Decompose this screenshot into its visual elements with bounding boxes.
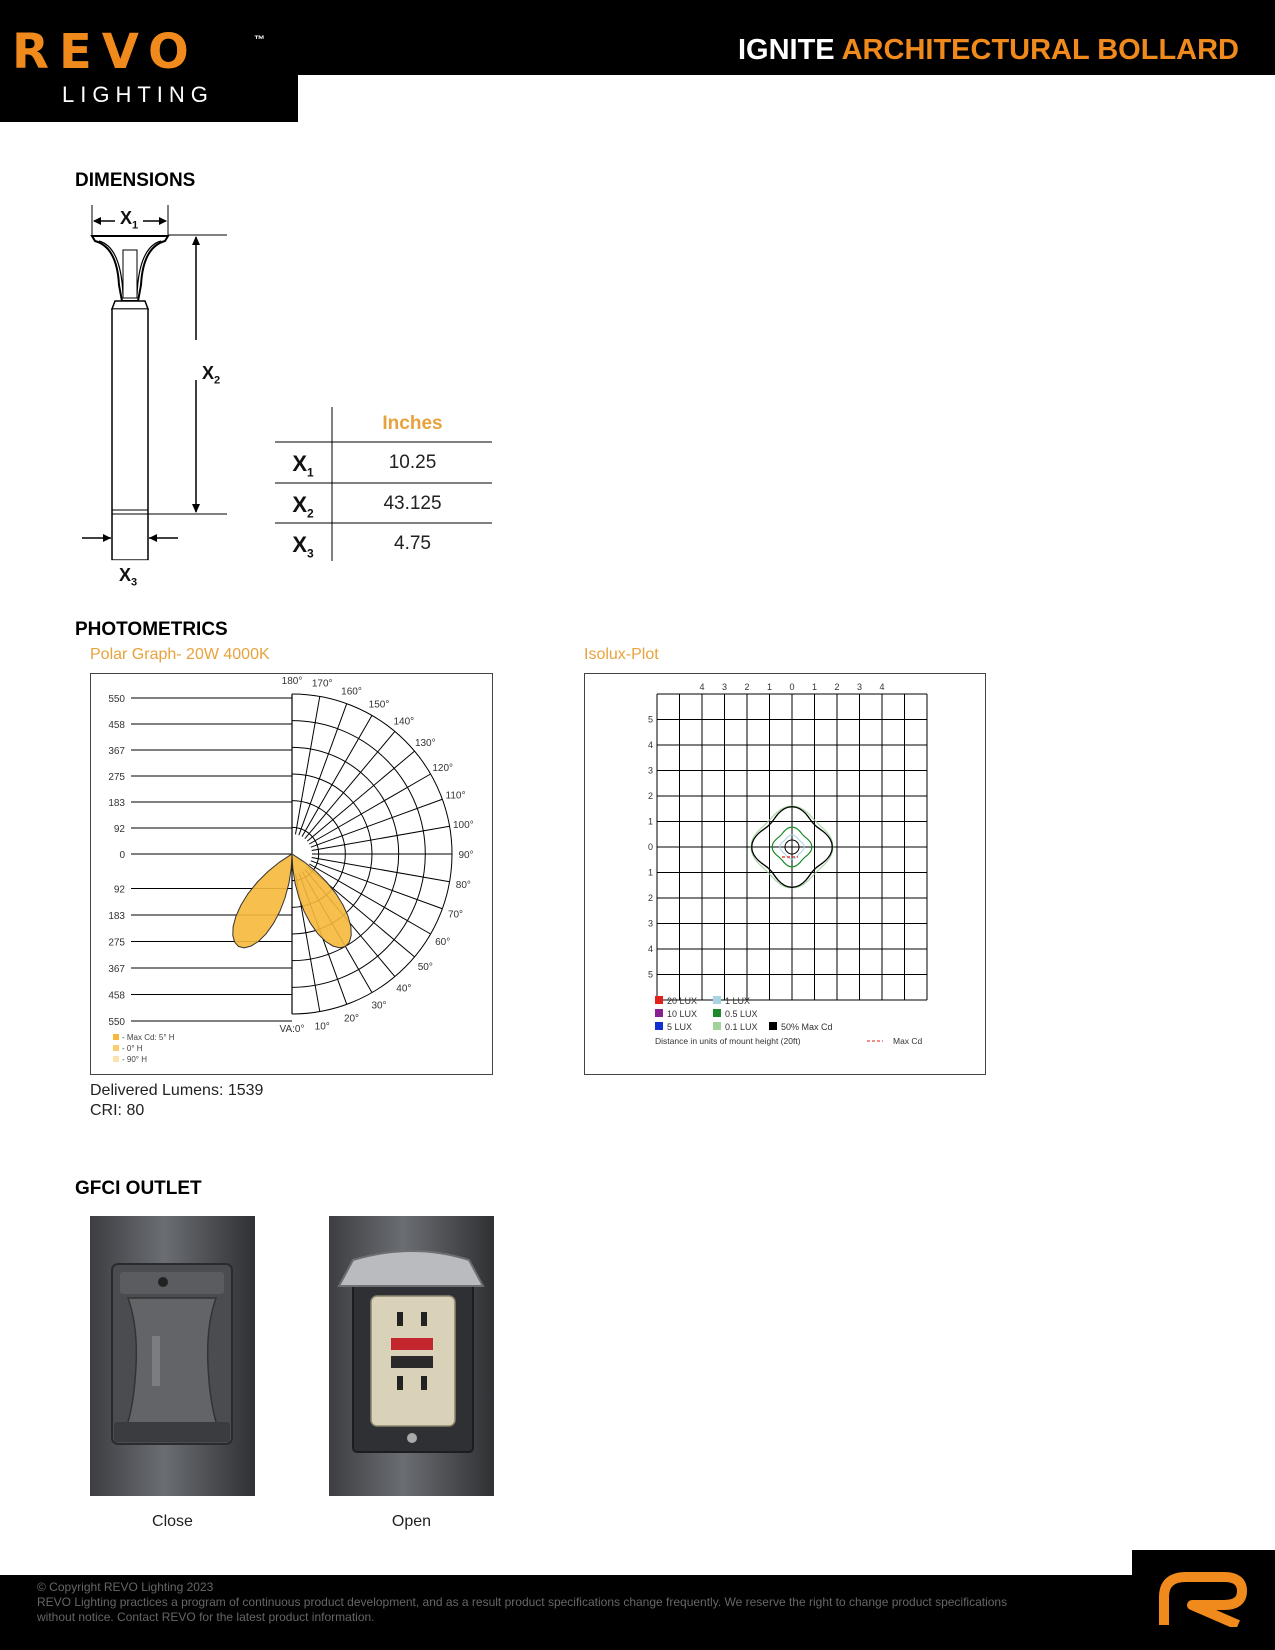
drawing-label-x2: $X_2$ xyxy=(202,363,221,387)
isolux-y-tick: 4 xyxy=(647,740,653,750)
logo-subtitle: LIGHTING xyxy=(62,82,214,107)
isolux-x-tick: 3 xyxy=(856,682,863,692)
polar-radial-tick-label: 92 xyxy=(113,884,125,896)
isolux-x-tick: 1 xyxy=(766,682,773,692)
isolux-y-tick: 2 xyxy=(647,893,653,903)
isolux-legend-swatch xyxy=(713,1009,721,1017)
polar-angle-label: 50° xyxy=(417,961,433,973)
cri-value: CRI: 80 xyxy=(90,1102,145,1119)
gfci-open-caption: Open xyxy=(391,1513,432,1530)
isolux-legend-swatch xyxy=(713,1022,721,1030)
polar-radial-tick-label: 183 xyxy=(108,798,125,809)
isolux-y-tick: 5 xyxy=(647,969,653,980)
row-label: $X_3$ xyxy=(292,532,314,561)
footer-copyright: © Copyright REVO Lighting 2023 xyxy=(37,1580,214,1594)
isolux-plot xyxy=(584,673,986,1075)
polar-angle-label: 180° xyxy=(281,676,303,687)
row-value: 4.75 xyxy=(394,533,431,554)
logo-wordmark: REVO xyxy=(12,24,199,80)
gfci-close-caption: Close xyxy=(152,1513,193,1530)
isolux-y-tick: 1 xyxy=(647,816,653,827)
polar-angle-label: 70° xyxy=(447,909,464,921)
polar-radial-tick-label: 92 xyxy=(113,824,125,835)
polar-graph xyxy=(90,673,493,1075)
polar-radial-tick-label: 550 xyxy=(108,1017,125,1028)
gfci-closed-photo xyxy=(90,1216,255,1496)
polar-radial-tick-label: 367 xyxy=(108,964,125,975)
polar-legend-swatch xyxy=(113,1056,119,1062)
polar-angle-label: 60° xyxy=(435,937,451,948)
polar-radial-tick-label: 0 xyxy=(119,850,125,861)
polar-legend-swatch xyxy=(113,1045,119,1051)
table-row xyxy=(275,484,492,524)
photometrics-heading: PHOTOMETRICS xyxy=(75,619,228,640)
polar-radial-tick-label: 275 xyxy=(108,937,125,949)
product-title-prefix: IGNITE xyxy=(737,34,835,66)
polar-graph-title: Polar Graph- 20W 4000K xyxy=(90,646,270,663)
drawing-label-x1: $X_1$ xyxy=(120,208,139,232)
product-title-accent: ARCHITECTURAL BOLLARD xyxy=(841,34,1239,66)
isolux-plot-title: Isolux-Plot xyxy=(584,646,659,663)
isolux-x-tick: 4 xyxy=(879,682,885,692)
isolux-legend-label: 20 LUX xyxy=(667,996,698,1006)
isolux-x-tick: 2 xyxy=(744,682,750,692)
isolux-x-tick: 3 xyxy=(721,682,728,692)
polar-angle-label: 10° xyxy=(314,1021,330,1033)
isolux-x-tick: 1 xyxy=(811,682,818,692)
row-value: 10.25 xyxy=(388,452,437,473)
delivered-lumens: Delivered Lumens: 1539 xyxy=(90,1082,264,1099)
isolux-x-tick: 0 xyxy=(789,682,795,692)
isolux-legend-label: 1 LUX xyxy=(725,996,751,1006)
isolux-y-tick: 3 xyxy=(647,918,653,929)
polar-radial-tick-label: 367 xyxy=(108,746,125,757)
isolux-x-tick: 4 xyxy=(699,682,705,692)
polar-radial-tick-label: 183 xyxy=(108,911,125,922)
isolux-legend-label: 0.5 LUX xyxy=(725,1009,758,1019)
polar-angle-label: 130° xyxy=(414,738,436,750)
polar-lobe-left xyxy=(233,854,292,948)
table-row xyxy=(275,443,492,483)
polar-legend-swatch xyxy=(113,1034,119,1040)
isolux-y-tick: 5 xyxy=(647,714,653,725)
isolux-y-tick: 2 xyxy=(647,791,653,801)
footer-disclaimer: REVO Lighting practices a program of continuous product development, and as a result product specifications change frequently. We reserve the right to change product specifications without notice. Contact REVO for the latest product information. xyxy=(37,1595,1008,1624)
isolux-y-tick: 1 xyxy=(647,867,653,878)
footer-text xyxy=(37,1580,1047,1625)
row-label: $X_1$ xyxy=(292,451,314,480)
polar-spoke xyxy=(302,715,372,836)
isolux-legend-swatch xyxy=(655,996,663,1004)
polar-spoke xyxy=(295,696,319,834)
isolux-legend-swatch xyxy=(655,1009,663,1017)
polar-spoke xyxy=(299,704,347,836)
isolux-legend-swatch xyxy=(713,996,721,1004)
polar-legend-label: - 90° H xyxy=(122,1055,147,1064)
isolux-legend-swatch xyxy=(769,1022,777,1030)
product-title xyxy=(738,34,1239,67)
polar-spoke xyxy=(312,857,450,881)
isolux-y-tick: 4 xyxy=(647,944,653,954)
isolux-legend-label: 5 LUX xyxy=(667,1022,693,1032)
gfci-open-photo xyxy=(329,1216,494,1496)
polar-angle-label: VA:0° xyxy=(279,1024,305,1035)
isolux-legend-label: 0.1 LUX xyxy=(725,1022,758,1032)
isolux-maxcd-label: Max Cd xyxy=(893,1036,923,1046)
bollard-drawing xyxy=(75,205,245,595)
polar-angle-label: 140° xyxy=(393,716,415,728)
revo-r-logo-icon xyxy=(1158,1571,1250,1627)
isolux-legend-swatch xyxy=(655,1022,663,1030)
polar-radial-tick-label: 458 xyxy=(108,990,125,1002)
polar-angle-label: 110° xyxy=(445,790,466,802)
polar-angle-label: 160° xyxy=(341,686,362,698)
polar-spoke xyxy=(311,799,443,847)
row-label: $X_2$ xyxy=(292,492,314,521)
drawing-label-x3: $X_3$ xyxy=(119,565,138,589)
polar-spoke xyxy=(309,774,430,844)
polar-angle-label: 170° xyxy=(311,678,333,690)
table-header-inches: Inches xyxy=(382,413,443,434)
polar-spoke xyxy=(305,731,395,838)
isolux-x-tick: 2 xyxy=(834,682,840,692)
polar-angle-label: 100° xyxy=(453,819,474,831)
row-value: 43.125 xyxy=(383,493,442,514)
isolux-note: Distance in units of mount height (20ft) xyxy=(655,1036,801,1046)
isolux-y-tick: 3 xyxy=(647,765,653,776)
polar-angle-label: 90° xyxy=(458,850,474,861)
polar-radial-tick-label: 458 xyxy=(108,720,125,731)
polar-radial-tick-label: 550 xyxy=(108,694,125,705)
dimensions-heading: DIMENSIONS xyxy=(75,170,196,191)
polar-angle-label: 30° xyxy=(371,1000,387,1012)
polar-angle-label: 40° xyxy=(396,983,412,995)
isolux-legend-label: 50% Max Cd xyxy=(781,1022,833,1032)
polar-spoke xyxy=(312,826,450,850)
isolux-legend-label: 10 LUX xyxy=(667,1009,698,1019)
polar-angle-label: 20° xyxy=(343,1013,360,1025)
table-row xyxy=(275,524,492,564)
gfci-heading: GFCI OUTLET xyxy=(75,1178,202,1199)
polar-angle-label: 120° xyxy=(432,763,454,774)
polar-spoke xyxy=(307,751,414,841)
isolux-y-tick: 0 xyxy=(647,842,653,852)
polar-radial-tick-label: 275 xyxy=(108,772,125,783)
logo-trademark: ™ xyxy=(254,34,265,46)
polar-legend-label: - Max Cd: 5° H xyxy=(122,1033,175,1042)
polar-legend-label: - 0° H xyxy=(122,1044,143,1053)
polar-angle-label: 150° xyxy=(368,699,390,711)
polar-angle-label: 80° xyxy=(455,880,471,892)
